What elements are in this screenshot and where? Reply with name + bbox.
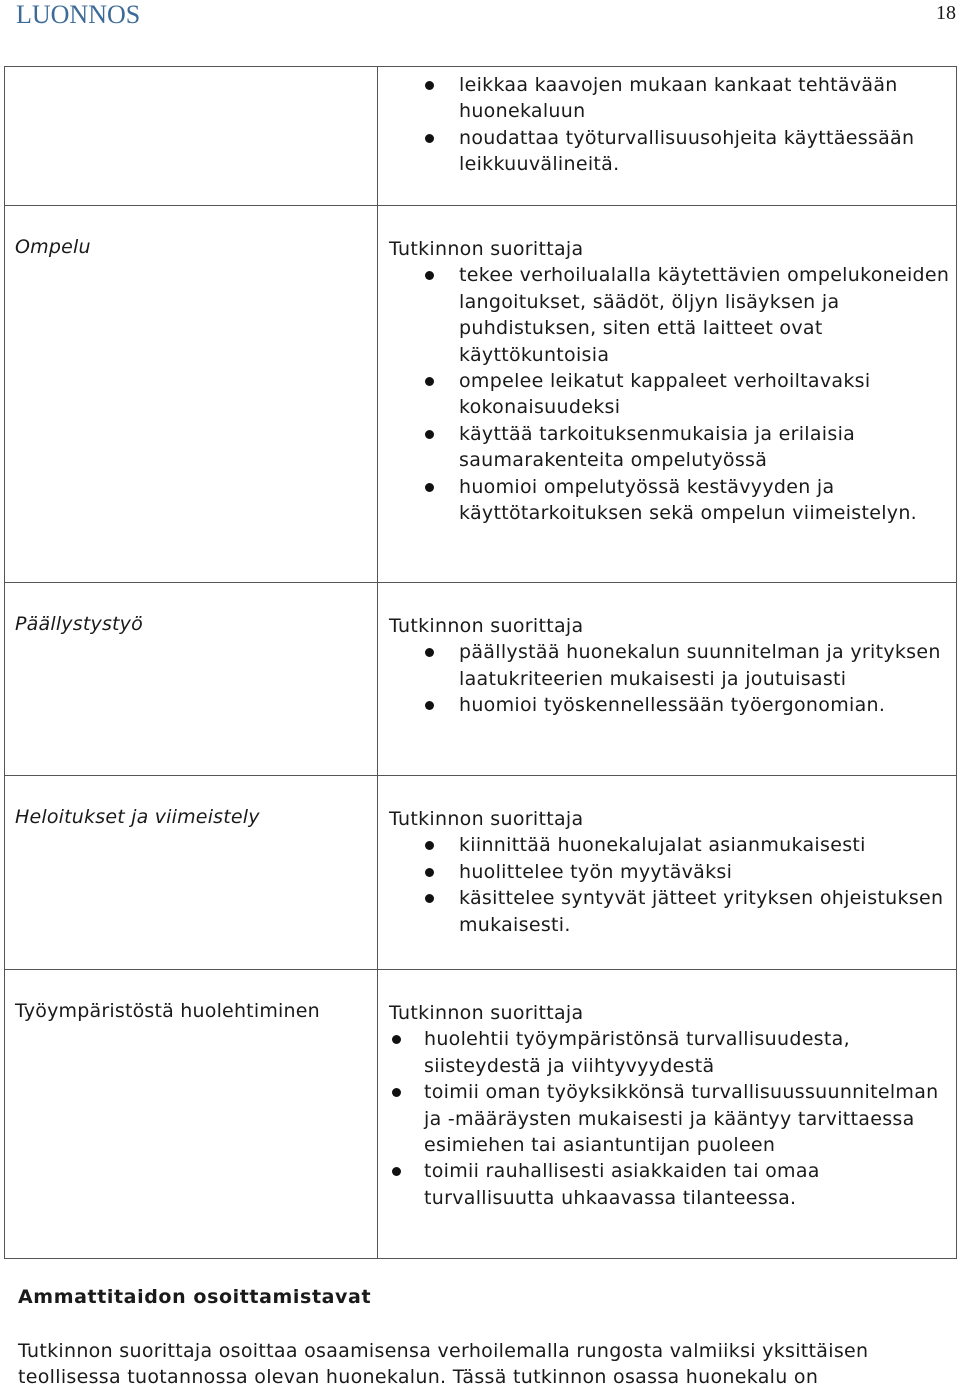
row-lead-text: Tutkinnon suorittaja (389, 238, 584, 260)
page-number: 18 (936, 2, 956, 24)
list-item: huomioi työskennellessään työergonomian. (389, 692, 954, 718)
row-lead-text: Tutkinnon suorittaja (389, 615, 584, 637)
column-divider (377, 206, 378, 582)
table-row (4, 66, 957, 206)
competence-cell (389, 72, 954, 178)
list-item: ompelee leikatut kappaleet verhoiltavaksi kokonaisuudeksi (389, 368, 954, 421)
table-row (4, 969, 957, 1259)
row-lead-text: Tutkinnon suorittaja (389, 1002, 584, 1024)
list-item: leikkaa kaavojen mukaan kankaat tehtävään huonekaluun (389, 72, 954, 125)
row-label: Päällystystyö (15, 613, 143, 635)
list-item: käsittelee syntyvät jätteet yrityksen ohjeistuksen mukaisesti. (389, 885, 954, 938)
list-item: noudattaa työturvallisuusohjeita käyttäessään leikkuuvälineitä. (389, 125, 954, 178)
competence-cell (389, 613, 954, 719)
table-row (4, 582, 957, 776)
list-item: toimii rauhallisesti asiakkaiden tai omaa turvallisuutta uhkaavassa tilanteessa. (389, 1158, 954, 1211)
list-item: päällystää huonekalun suunnitelman ja yrityksen laatukriteerien mukaisesti ja joutuisasti (389, 639, 954, 692)
list-item: tekee verhoilualalla käytettävien ompelukoneiden langoitukset, säädöt, öljyn lisäyksen ja puhdistuksen, siten että laitteet ovat käyttökuntoisia (389, 262, 954, 368)
competence-cell (389, 806, 954, 938)
list-item: toimii oman työyksikkönsä turvallisuussuunnitelman ja -määräysten mukaisesti ja kääntyy tarvittaessa esimiehen tai asiantuntijan puoleen (389, 1079, 954, 1158)
column-divider (377, 970, 378, 1258)
draft-watermark-label: LUONNOS (16, 0, 141, 29)
row-label: Työympäristöstä huolehtiminen (15, 1000, 320, 1022)
row-label: Ompelu (15, 236, 91, 258)
list-item: käyttää tarkoituksenmukaisia ja erilaisia saumarakenteita ompelutyössä (389, 421, 954, 474)
competence-cell (389, 236, 954, 526)
section-heading: Ammattitaidon osoittamistavat (18, 1286, 372, 1308)
table-row (4, 205, 957, 583)
list-item: huolehtii työympäristönsä turvallisuudesta, siisteydestä ja viihtyvyydestä (389, 1026, 954, 1079)
table-row (4, 775, 957, 970)
column-divider (377, 583, 378, 775)
row-lead-text: Tutkinnon suorittaja (389, 808, 584, 830)
column-divider (377, 67, 378, 205)
list-item: kiinnittää huonekalujalat asianmukaisesti (389, 832, 954, 858)
column-divider (377, 776, 378, 969)
competence-cell (389, 1000, 954, 1211)
row-label: Heloitukset ja viimeistely (15, 806, 260, 828)
list-item: huomioi ompelutyössä kestävyyden ja käyttötarkoituksen sekä ompelun viimeistelyn. (389, 474, 954, 527)
body-paragraph: Tutkinnon suorittaja osoittaa osaamisensa verhoilemalla rungosta valmiiksi yksittäisen teollisessa tuotannossa olevan huonekalun. Tässä tutkinnon osassa huonekalu on (18, 1340, 869, 1388)
list-item: huolittelee työn myytäväksi (389, 859, 954, 885)
page-header (0, 0, 960, 40)
